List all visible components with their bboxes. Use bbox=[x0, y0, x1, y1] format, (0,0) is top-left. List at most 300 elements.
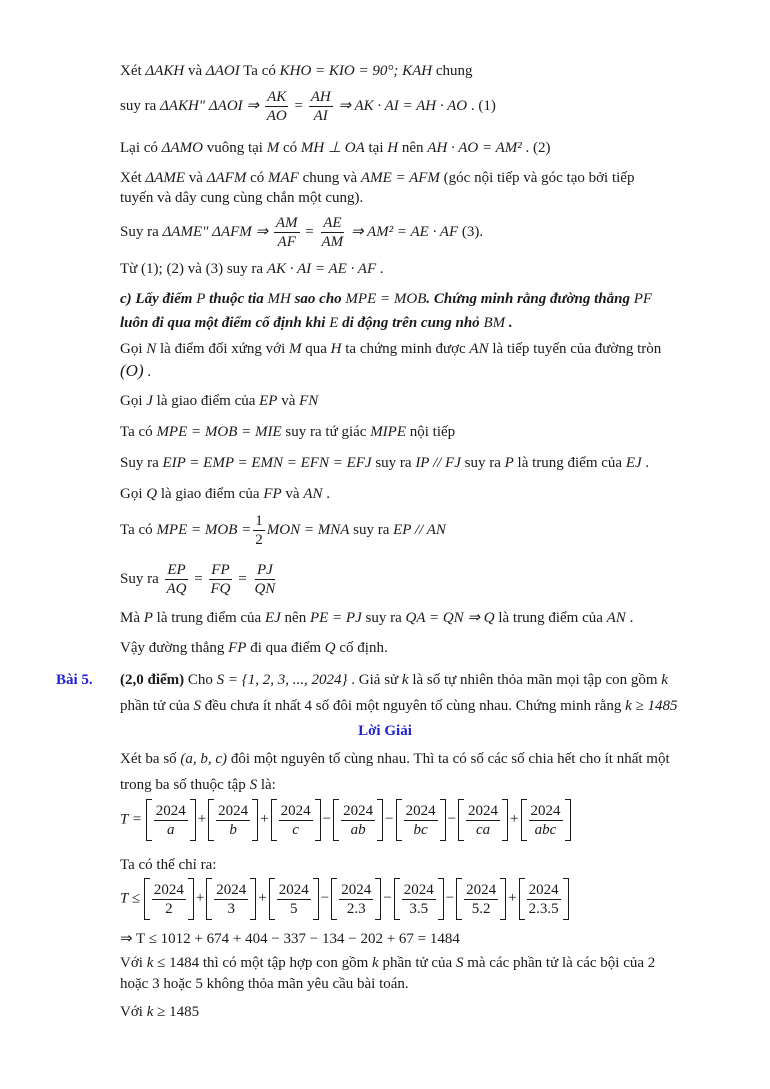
math: MH ⊥ OA bbox=[300, 140, 365, 156]
numerator: 2024 bbox=[343, 802, 374, 819]
fraction bbox=[527, 881, 561, 918]
operator: + bbox=[195, 890, 205, 907]
operator: − bbox=[447, 811, 457, 828]
problem-label: Bài 5. bbox=[56, 672, 93, 688]
text: sao cho bbox=[290, 291, 346, 307]
math: S bbox=[455, 955, 464, 971]
line-14 bbox=[120, 454, 649, 472]
denominator: AM bbox=[321, 234, 344, 250]
line-7 bbox=[120, 260, 384, 278]
text: nội tiếp bbox=[406, 424, 456, 440]
fraction bbox=[402, 881, 436, 918]
line-4 bbox=[120, 169, 634, 187]
text: 4 bbox=[304, 698, 313, 714]
math: M bbox=[266, 140, 280, 156]
text: là tiếp tuyến của đường tròn bbox=[488, 341, 662, 357]
operator: − bbox=[385, 811, 394, 828]
text: và bbox=[281, 486, 304, 502]
math: EJ bbox=[625, 455, 642, 471]
text: . bbox=[376, 261, 384, 277]
text: và bbox=[277, 393, 300, 409]
numerator: 1 bbox=[255, 513, 263, 529]
right-bracket bbox=[440, 799, 446, 841]
text: Gọi bbox=[120, 486, 147, 502]
text: Cho bbox=[184, 672, 217, 688]
math: MAF bbox=[268, 170, 299, 186]
denominator: ca bbox=[475, 821, 491, 838]
left-bracket bbox=[271, 799, 277, 841]
denominator: AF bbox=[277, 234, 296, 250]
text: có bbox=[246, 170, 269, 186]
math: AN bbox=[606, 610, 626, 626]
right-bracket bbox=[500, 878, 506, 920]
numerator: AH bbox=[310, 89, 331, 105]
fraction bbox=[339, 881, 373, 918]
text: số đôi một nguyên tố cùng nhau. Chứng minh rằng bbox=[312, 698, 626, 714]
text: . (2) bbox=[521, 140, 551, 156]
math: AN bbox=[303, 486, 323, 502]
text: là trung điểm của bbox=[513, 455, 626, 471]
right-bracket bbox=[252, 799, 258, 841]
numerator: AK bbox=[267, 89, 287, 105]
numerator: EP bbox=[167, 562, 186, 578]
text: suy ra bbox=[361, 610, 406, 626]
math: MH bbox=[267, 291, 291, 307]
text: Suy ra bbox=[120, 570, 163, 587]
right-bracket bbox=[502, 799, 508, 841]
fraction bbox=[279, 802, 313, 839]
text: . bbox=[505, 315, 513, 331]
denominator: 5 bbox=[290, 900, 298, 917]
text: nên bbox=[398, 140, 428, 156]
denominator: 5.2 bbox=[471, 900, 491, 917]
right-bracket bbox=[438, 878, 444, 920]
text: là giao điểm của bbox=[152, 393, 260, 409]
text: . Giả sử bbox=[347, 672, 402, 688]
text: tuyến và dây cung cùng chắn một cung). bbox=[120, 190, 364, 206]
math: k bbox=[146, 955, 154, 971]
denominator: a bbox=[166, 821, 175, 838]
numerator: 2024 bbox=[155, 802, 186, 819]
math: S = {1, 2, 3, ..., 2024} bbox=[216, 672, 348, 688]
text: Vậy đường thẳng bbox=[120, 640, 229, 656]
right-bracket bbox=[377, 799, 383, 841]
math: k bbox=[661, 672, 668, 688]
denominator: 2.3.5 bbox=[528, 900, 559, 917]
sol-line-2 bbox=[120, 776, 276, 794]
left-bracket bbox=[269, 878, 275, 920]
line-12 bbox=[120, 392, 318, 410]
fraction bbox=[214, 881, 248, 918]
math: H bbox=[330, 341, 342, 357]
left-bracket bbox=[331, 878, 337, 920]
text: mà các phần tử là các bội của 2 bbox=[463, 955, 656, 971]
math: Q bbox=[146, 486, 158, 502]
problem-line-2 bbox=[120, 697, 678, 715]
math: PF bbox=[633, 291, 653, 307]
text: là giao điểm của bbox=[157, 486, 264, 502]
fraction bbox=[208, 561, 232, 598]
denominator: b bbox=[229, 821, 237, 838]
floor-term bbox=[396, 799, 446, 841]
text: và bbox=[185, 170, 207, 186]
math: AH · AO = AM² bbox=[427, 140, 522, 156]
math: MPE = MOB = bbox=[156, 521, 252, 538]
math: S bbox=[193, 698, 202, 714]
text: Gọi bbox=[120, 341, 147, 357]
denominator: FQ bbox=[210, 581, 231, 597]
text: vuông tại bbox=[202, 140, 267, 156]
math: k ≥ 1485 bbox=[625, 698, 678, 714]
text: suy ra bbox=[120, 97, 160, 114]
denominator: c bbox=[292, 821, 299, 838]
numerator: 2024 bbox=[530, 802, 561, 819]
text: ta chứng minh được bbox=[341, 341, 470, 357]
line-15 bbox=[120, 485, 330, 503]
math: k bbox=[372, 955, 379, 971]
math: MPE = MOB = MIE bbox=[156, 424, 282, 440]
text: là trung điểm của bbox=[152, 610, 265, 626]
numerator: 2024 bbox=[278, 881, 309, 898]
numerator: 2024 bbox=[280, 802, 311, 819]
math: EP bbox=[259, 393, 278, 409]
text: suy ra bbox=[460, 455, 505, 471]
text: thuộc tia bbox=[205, 291, 268, 307]
text: qua bbox=[301, 341, 331, 357]
left-bracket bbox=[333, 799, 339, 841]
right-bracket bbox=[250, 878, 256, 920]
line-2 bbox=[120, 88, 496, 125]
left-bracket bbox=[144, 878, 150, 920]
text: . bbox=[625, 610, 634, 626]
line-11 bbox=[120, 362, 151, 381]
fraction bbox=[165, 561, 189, 598]
math: ΔAKH bbox=[145, 63, 185, 79]
part-c-question-line1 bbox=[120, 290, 652, 308]
numerator: 2024 bbox=[216, 881, 247, 898]
text: hoặc 3 hoặc 5 không thỏa mãn yêu cầu bài toán. bbox=[120, 976, 409, 992]
fraction bbox=[341, 802, 375, 839]
text: c) Lấy điểm bbox=[120, 291, 197, 307]
text: là: bbox=[257, 777, 276, 793]
text: luôn đi qua một điểm cố định khi bbox=[120, 315, 330, 331]
text: chung và bbox=[298, 170, 361, 186]
text: Xét bbox=[120, 63, 146, 79]
text: suy ra bbox=[349, 521, 394, 538]
text: phần tử của bbox=[378, 955, 456, 971]
operator: + bbox=[258, 890, 267, 907]
fraction bbox=[154, 802, 188, 839]
left-bracket bbox=[396, 799, 402, 841]
numerator: 2024 bbox=[153, 881, 184, 898]
text: Suy ra bbox=[120, 455, 163, 471]
text: Mà bbox=[120, 610, 144, 626]
denominator: abc bbox=[534, 821, 557, 838]
math: k bbox=[401, 672, 409, 688]
math: QA = QN ⇒ Q bbox=[405, 610, 495, 626]
floor-term bbox=[144, 878, 194, 920]
floor-term bbox=[271, 799, 321, 841]
right-bracket bbox=[315, 799, 321, 841]
math: MIPE bbox=[370, 424, 407, 440]
right-bracket bbox=[565, 799, 571, 841]
math: ⇒ AM² = AE · AF bbox=[347, 223, 459, 240]
left-bracket bbox=[458, 799, 464, 841]
floor-term bbox=[206, 878, 256, 920]
equals: = bbox=[301, 223, 318, 240]
text: Từ (1); (2) và (3) suy ra bbox=[120, 261, 267, 277]
denominator: bc bbox=[413, 821, 428, 838]
text: Lại có bbox=[120, 140, 162, 156]
text: Xét ba số bbox=[120, 751, 181, 767]
denominator: 2.3 bbox=[346, 900, 366, 917]
sol-line-4 bbox=[120, 856, 216, 874]
fraction bbox=[265, 88, 289, 125]
fraction bbox=[253, 512, 265, 549]
floor-term bbox=[394, 878, 444, 920]
operator: + bbox=[260, 811, 269, 828]
numerator: 2024 bbox=[468, 802, 499, 819]
math: ΔAFM bbox=[206, 170, 247, 186]
text: chung bbox=[432, 63, 473, 79]
numerator: 2024 bbox=[218, 802, 249, 819]
math: (O) bbox=[120, 361, 144, 380]
math: ΔAME bbox=[145, 170, 186, 186]
right-bracket bbox=[188, 878, 194, 920]
fraction bbox=[464, 881, 498, 918]
text: đôi một nguyên tố cùng nhau. Thì ta có số các số chia hết cho ít nhất một bbox=[227, 751, 670, 767]
equals: = bbox=[234, 570, 251, 587]
math: FN bbox=[299, 393, 319, 409]
line-13 bbox=[120, 423, 455, 441]
math: AME = AFM bbox=[360, 170, 440, 186]
denominator: 2 bbox=[255, 532, 263, 548]
part-c-question-line2 bbox=[120, 314, 513, 332]
text: tại bbox=[364, 140, 388, 156]
operator: + bbox=[508, 890, 517, 907]
line-17 bbox=[120, 561, 279, 598]
left-bracket bbox=[206, 878, 212, 920]
math: AK · AI = AE · AF bbox=[266, 261, 377, 277]
math: M bbox=[288, 341, 302, 357]
math: J bbox=[146, 393, 153, 409]
right-bracket bbox=[375, 878, 381, 920]
floor-term bbox=[146, 799, 196, 841]
text: suy ra bbox=[371, 455, 416, 471]
solution-heading: Lời Giải bbox=[358, 723, 412, 739]
math: P bbox=[504, 455, 514, 471]
text: Ta có bbox=[239, 63, 280, 79]
math: H bbox=[387, 140, 399, 156]
math: ΔAKH" ΔAOI ⇒ bbox=[160, 97, 259, 114]
floor-term bbox=[333, 799, 383, 841]
left-bracket bbox=[146, 799, 152, 841]
math: FP bbox=[228, 640, 247, 656]
sol-line-8 bbox=[120, 975, 409, 993]
operator: − bbox=[383, 890, 392, 907]
line-6 bbox=[120, 214, 483, 251]
denominator: AQ bbox=[166, 581, 187, 597]
math: BM bbox=[483, 315, 506, 331]
math: P bbox=[143, 610, 153, 626]
operator: − bbox=[322, 811, 332, 828]
operator: − bbox=[320, 890, 330, 907]
math: (a, b, c) bbox=[180, 751, 228, 767]
math: FP bbox=[263, 486, 282, 502]
text: ≥ 1485 bbox=[153, 1004, 200, 1020]
text: Với bbox=[120, 1004, 147, 1020]
right-bracket bbox=[313, 878, 319, 920]
operator: + bbox=[510, 811, 519, 828]
text: Gọi bbox=[120, 393, 147, 409]
text: Xét bbox=[120, 170, 146, 186]
text: Ta có bbox=[120, 521, 157, 538]
sol-line-1 bbox=[120, 750, 670, 768]
right-bracket bbox=[563, 878, 569, 920]
numerator: AE bbox=[323, 215, 342, 231]
floor-term bbox=[208, 799, 258, 841]
math: T = bbox=[120, 811, 142, 828]
math: EIP = EMP = EMN = EFN = EFJ bbox=[162, 455, 372, 471]
left-bracket bbox=[394, 878, 400, 920]
text: là trung điểm của bbox=[494, 610, 607, 626]
fraction bbox=[466, 802, 500, 839]
text: Suy ra bbox=[120, 223, 163, 240]
denominator: AI bbox=[313, 108, 328, 124]
fraction bbox=[277, 881, 311, 918]
text: ≤ 1484 thì có một tập hợp con gồm bbox=[153, 955, 373, 971]
fraction bbox=[252, 561, 277, 598]
denominator: QN bbox=[254, 581, 276, 597]
math: KHO = KIO = 90°; KAH bbox=[279, 63, 433, 79]
math: PE = PJ bbox=[309, 610, 362, 626]
fraction bbox=[152, 881, 186, 918]
text: phần tử của bbox=[120, 698, 194, 714]
line-3 bbox=[120, 139, 551, 157]
math: k bbox=[146, 1004, 154, 1020]
math: EJ bbox=[264, 610, 281, 626]
math: AN bbox=[469, 341, 489, 357]
math: S bbox=[249, 777, 258, 793]
math: Q bbox=[324, 640, 336, 656]
left-bracket bbox=[456, 878, 462, 920]
fraction bbox=[309, 88, 333, 125]
text: . (1) bbox=[467, 97, 496, 114]
floor-term bbox=[456, 878, 506, 920]
text: (3). bbox=[458, 223, 484, 240]
text: nên bbox=[280, 610, 310, 626]
line-16 bbox=[120, 512, 446, 549]
math: IP // FJ bbox=[415, 455, 461, 471]
fraction bbox=[404, 802, 438, 839]
floor-term bbox=[519, 878, 569, 920]
math: T ≤ bbox=[120, 890, 141, 907]
floor-term bbox=[521, 799, 571, 841]
problem-line-1 bbox=[120, 671, 668, 689]
math: ⇒ AK · AI = AH · AO bbox=[334, 97, 468, 114]
denominator: AO bbox=[266, 108, 287, 124]
text: Ta có bbox=[120, 424, 157, 440]
line-19 bbox=[120, 639, 388, 657]
sol-line-9 bbox=[120, 1003, 199, 1021]
numerator: FP bbox=[211, 562, 230, 578]
line-1 bbox=[120, 62, 473, 80]
text: (góc nội tiếp và góc tạo bởi tiếp bbox=[439, 170, 635, 186]
text: . bbox=[143, 364, 152, 380]
text: . bbox=[322, 486, 330, 502]
fraction bbox=[320, 214, 346, 251]
fraction bbox=[216, 802, 250, 839]
text: . bbox=[641, 455, 650, 471]
text: Với bbox=[120, 955, 147, 971]
fraction bbox=[274, 214, 300, 251]
line-10 bbox=[120, 340, 661, 358]
sol-line-7 bbox=[120, 954, 655, 972]
equals: = bbox=[190, 570, 207, 587]
operator: − bbox=[445, 890, 455, 907]
numerator: PJ bbox=[256, 562, 273, 578]
right-bracket bbox=[190, 799, 196, 841]
left-bracket bbox=[521, 799, 527, 841]
text: là số tự nhiên thỏa mãn mọi tập con gồm bbox=[408, 672, 662, 688]
numerator: AM bbox=[275, 215, 298, 231]
line-5 bbox=[120, 189, 363, 207]
denominator: ab bbox=[350, 821, 366, 838]
denominator: 3.5 bbox=[409, 900, 429, 917]
math: E bbox=[329, 315, 339, 331]
text: đều chưa ít nhất bbox=[201, 698, 305, 714]
text: đi qua điểm bbox=[246, 640, 325, 656]
math: ΔAME" ΔAFM ⇒ bbox=[162, 223, 269, 240]
text: trong ba số thuộc tập bbox=[120, 777, 250, 793]
equation-T-bound bbox=[120, 878, 569, 920]
floor-term bbox=[269, 878, 319, 920]
floor-term bbox=[458, 799, 508, 841]
math: MON = MNA bbox=[266, 521, 350, 538]
equation-T bbox=[120, 799, 571, 841]
line-18 bbox=[120, 609, 633, 627]
denominator: 3 bbox=[227, 900, 236, 917]
numerator: 2024 bbox=[405, 802, 436, 819]
text: . Chứng minh rằng đường thẳng bbox=[426, 291, 634, 307]
numerator: 2024 bbox=[403, 881, 434, 898]
numerator: 2024 bbox=[528, 881, 559, 898]
text: suy ra tứ giác bbox=[281, 424, 371, 440]
numerator: 2024 bbox=[341, 881, 372, 898]
text: và bbox=[184, 63, 206, 79]
math: MPE = MOB bbox=[345, 291, 427, 307]
math: EP // AN bbox=[393, 521, 446, 538]
equals: = bbox=[290, 97, 307, 114]
fraction bbox=[529, 802, 563, 839]
text: di động trên cung nhỏ bbox=[338, 315, 484, 331]
left-bracket bbox=[519, 878, 525, 920]
points: (2,0 điểm) bbox=[120, 672, 185, 688]
math: N bbox=[146, 341, 157, 357]
math: ΔAMO bbox=[161, 140, 203, 156]
numerator: 2024 bbox=[466, 881, 497, 898]
denominator: 2 bbox=[165, 900, 173, 917]
math: P bbox=[196, 291, 206, 307]
text: cố định. bbox=[335, 640, 388, 656]
math: ΔAOI bbox=[205, 63, 240, 79]
text: Ta có thể chỉ ra: bbox=[120, 857, 217, 873]
math: ⇒ T ≤ 1012 + 674 + 404 − 337 − 134 − 202 + 67 = 1484 bbox=[120, 931, 460, 947]
sol-line-6 bbox=[120, 930, 460, 948]
text: có bbox=[279, 140, 301, 156]
left-bracket bbox=[208, 799, 214, 841]
floor-term bbox=[331, 878, 381, 920]
